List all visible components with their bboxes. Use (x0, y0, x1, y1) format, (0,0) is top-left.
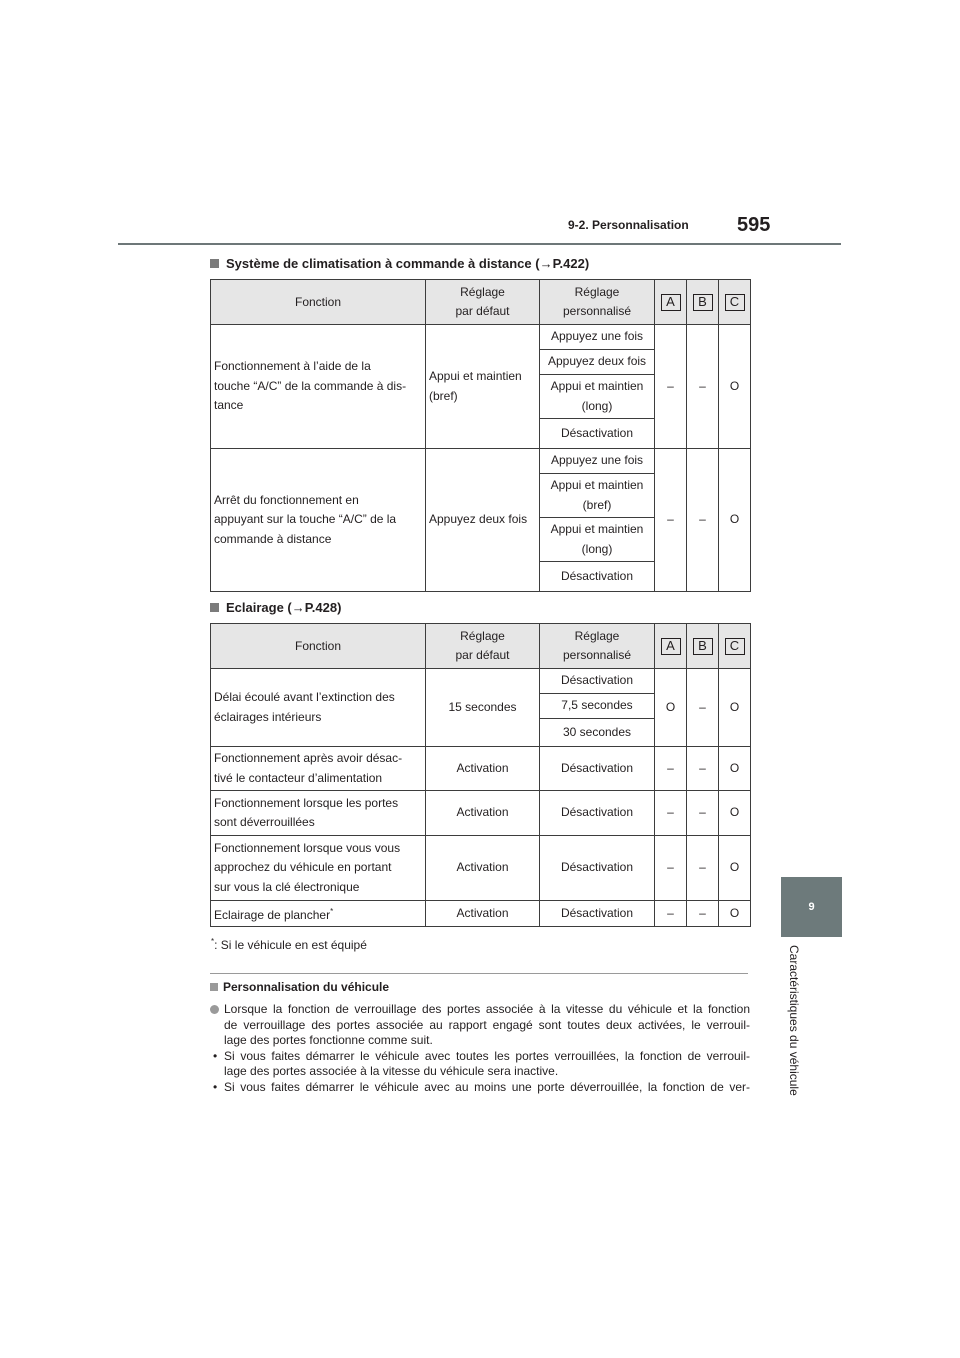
c-cell: O (719, 791, 751, 836)
fonction-cell: Fonctionnement après avoir désac- tivé le contacteur d’alimentation (211, 747, 426, 791)
c-cell: O (719, 669, 751, 747)
option-cell: Désactivation (540, 747, 655, 791)
a-cell: – (655, 449, 687, 592)
b-cell: – (687, 325, 719, 449)
footnote: *: Si le véhicule en est équipé (211, 937, 367, 952)
section-title: 9-2. Personnalisation (568, 218, 689, 232)
c-cell: O (719, 901, 751, 927)
table-row (211, 791, 751, 836)
option-cell: 30 secondes (540, 719, 655, 747)
header-reglage-defaut: Réglage par défaut (426, 280, 540, 325)
c-cell: O (719, 449, 751, 592)
table-row (211, 325, 751, 350)
fonction-cell: Fonctionnement lorsque les portes sont déverrouillées (211, 791, 426, 836)
table-header-row (211, 624, 751, 669)
option-cell: Désactivation (540, 419, 655, 449)
section-heading-climatisation: Système de climatisation à commande à distance ( → P.422) (210, 256, 589, 271)
table-header-row (211, 280, 751, 325)
c-cell: O (719, 325, 751, 449)
header-reglage-personnalise: Réglage personnalisé (540, 624, 655, 669)
square-bullet-icon (210, 983, 218, 991)
section-heading-eclairage: Eclairage ( → P.428) (210, 600, 341, 615)
option-cell: Désactivation (540, 791, 655, 836)
b-cell: – (687, 901, 719, 927)
header-divider (118, 243, 841, 245)
header-b: B (687, 280, 719, 325)
option-cell: Désactivation (540, 836, 655, 901)
eclairage-table (210, 623, 751, 927)
climatisation-table (210, 279, 751, 592)
header-a: A (655, 624, 687, 669)
page-number: 595 (737, 214, 771, 236)
option-cell: Appuyez une fois (540, 449, 655, 474)
table-row (211, 836, 751, 901)
c-cell: O (719, 836, 751, 901)
fonction-cell: Fonctionnement lorsque vous vous approchez du véhicule en portant sur vous la clé électronique (211, 836, 426, 901)
a-cell: O (655, 669, 687, 747)
fonction-cell: Délai écoulé avant l’extinction des éclairages intérieurs (211, 669, 426, 747)
a-cell: – (655, 836, 687, 901)
header-b: B (687, 624, 719, 669)
a-cell: – (655, 325, 687, 449)
option-cell: Appuyez deux fois (540, 350, 655, 375)
option-cell: Appui et maintien (bref) (540, 474, 655, 518)
header-reglage-personnalise: Réglage personnalisé (540, 280, 655, 325)
defaut-cell: Appui et maintien (bref) (426, 325, 540, 449)
header-reglage-defaut: Réglage par défaut (426, 624, 540, 669)
fonction-cell: Fonctionnement à l’aide de la touche “A/C” de la commande à dis- tance (211, 325, 426, 449)
option-cell: Appui et maintien (long) (540, 518, 655, 562)
note-body (210, 1002, 750, 1096)
c-cell: O (719, 747, 751, 791)
b-cell: – (687, 449, 719, 592)
b-cell: – (687, 669, 719, 747)
header-c: C (719, 624, 751, 669)
chapter-tab: 9 (781, 877, 842, 937)
note-paragraph: Lorsque la fonction de verrouillage des portes associée à la vitesse du véhicule et la fonction de verrouillage des portes associée au rapport engagé sont toutes deux activées, le verrouil- lage des portes fonctionne comme suit. (210, 1002, 750, 1049)
option-cell: 7,5 secondes (540, 694, 655, 719)
defaut-cell: Activation (426, 791, 540, 836)
note-divider (210, 973, 748, 974)
table-row (211, 747, 751, 791)
defaut-cell: Appuyez deux fois (426, 449, 540, 592)
note-title: Personnalisation du véhicule (210, 980, 389, 994)
a-cell: – (655, 791, 687, 836)
option-cell: Désactivation (540, 901, 655, 927)
option-cell: Appuyez une fois (540, 325, 655, 350)
note-bullet: • Si vous faites démarrer le véhicule avec au moins une porte déverrouillée, la fonction de ver- (213, 1079, 750, 1094)
header-fonction: Fonction (211, 280, 426, 325)
option-cell: Désactivation (540, 669, 655, 694)
square-bullet-icon (210, 603, 219, 612)
fonction-cell: Eclairage de plancher* (211, 901, 426, 927)
circle-bullet-icon (210, 1005, 219, 1014)
chapter-label: Caractéristiques du véhicule (787, 945, 801, 1096)
b-cell: – (687, 791, 719, 836)
a-cell: – (655, 747, 687, 791)
defaut-cell: 15 secondes (426, 669, 540, 747)
option-cell: Appui et maintien (long) (540, 375, 655, 419)
header-c: C (719, 280, 751, 325)
b-cell: – (687, 836, 719, 901)
defaut-cell: Activation (426, 836, 540, 901)
header-fonction: Fonction (211, 624, 426, 669)
option-cell: Désactivation (540, 562, 655, 592)
table-row (211, 449, 751, 474)
square-bullet-icon (210, 259, 219, 268)
defaut-cell: Activation (426, 747, 540, 791)
a-cell: – (655, 901, 687, 927)
b-cell: – (687, 747, 719, 791)
note-bullet: • Si vous faites démarrer le véhicule avec toutes les portes verrouillées, la fonction de verrouil- lage des portes associée à la vitesse du véhicule sera inactive. (213, 1048, 750, 1079)
fonction-cell: Arrêt du fonctionnement en appuyant sur la touche “A/C” de la commande à distance (211, 449, 426, 592)
defaut-cell: Activation (426, 901, 540, 927)
header-a: A (655, 280, 687, 325)
table-row (211, 669, 751, 694)
table-row (211, 901, 751, 927)
